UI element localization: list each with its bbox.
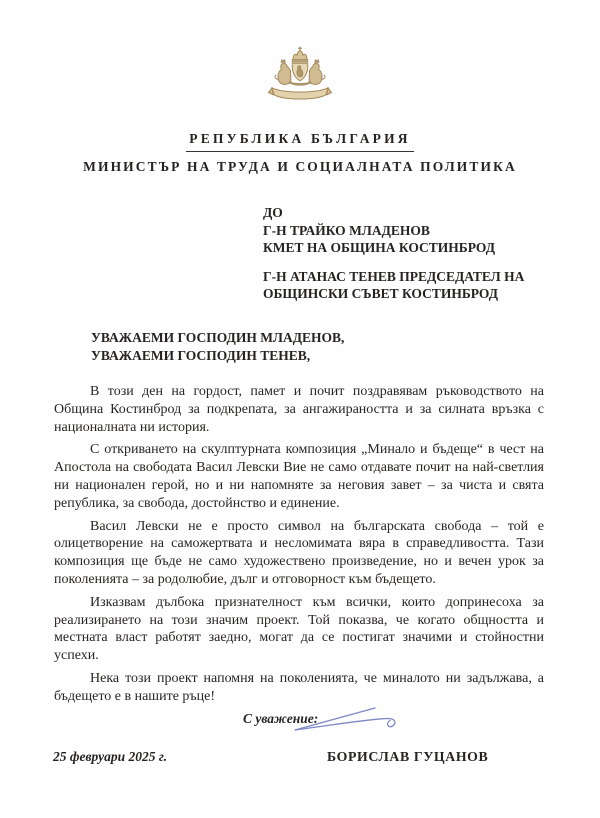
handwritten-signature xyxy=(287,700,415,740)
recipient-to-label: ДО xyxy=(263,205,283,220)
paragraph: Нека този проект напомня на поколенията, че миналото ни задължава, а бъдещето е в нашите ръце! xyxy=(54,670,544,704)
bulgarian-coat-of-arms-icon xyxy=(258,42,342,114)
paragraph: С откриването на скулптурната композиция „Минало и бъдеще“ в чест на Апостола на свободата Васил Левски Вие не само отдавате почит на най-светлия ни национален герой, но и ни напомняте за неговия завет – за чиста и свята република, за свобода, достойнство и единение. xyxy=(54,442,544,511)
salutation-line-1: УВАЖАЕМИ ГОСПОДИН МЛАДЕНОВ, xyxy=(91,330,345,345)
paragraph: Васил Левски не е просто символ на българската свобода – той е олицетворение на саможертвата и несломимата вяра в справедливостта. Тази композиция ще бъде не само художествено произведение, но и вечен урок за поколенията – за родолюбие, дълг и отговорност към бъдещето. xyxy=(54,518,544,587)
ministry-title: МИНИСТЪР НА ТРУДА И СОЦИАЛНАТА ПОЛИТИКА xyxy=(83,159,517,174)
recipient-title-1: КМЕТ НА ОБЩИНА КОСТИНБРОД xyxy=(263,240,495,255)
emblem-lion-left-icon xyxy=(275,60,291,85)
recipient-name-2: Г-Н АТАНАС ТЕНЕВ ПРЕДСЕДАТЕЛ НА xyxy=(263,268,525,284)
recipient-name-1: Г-Н ТРАЙКО МЛАДЕНОВ xyxy=(263,222,430,238)
recipient-title-2: ОБЩИНСКИ СЪВЕТ КОСТИНБРОД xyxy=(263,286,499,301)
signatory-name: БОРИСЛАВ ГУЦАНОВ xyxy=(327,749,489,764)
salutation xyxy=(91,329,344,365)
emblem-lion-right-icon xyxy=(309,60,325,85)
salutation-line-2: УВАЖАЕМИ ГОСПОДИН ТЕНЕВ, xyxy=(91,348,311,363)
emblem-shield-icon xyxy=(292,63,308,81)
header-republic xyxy=(0,130,600,152)
letter-date: 25 февруари 2025 г. xyxy=(53,749,168,764)
republic-title: РЕПУБЛИКА БЪЛГАРИЯ xyxy=(186,131,414,152)
paragraph: В този ден на гордост, памет и почит поздравявам ръководството на Община Костинброд за подкрепата, за ангажираността и за силната връзка с националната ни история. xyxy=(54,384,544,435)
emblem-ribbon-icon xyxy=(269,82,332,100)
paragraph: Изказвам дълбока признателност към всички, които допринесоха за реализирането на този значим проект. Той показва, че когато общността и местната власт работят заедно, могат да се постигат значими и стойностни успехи. xyxy=(54,594,544,664)
letter-body xyxy=(54,383,544,706)
closing-label: С уважение: xyxy=(243,711,319,726)
recipient-block xyxy=(263,204,524,303)
emblem-crown-icon xyxy=(292,47,307,62)
